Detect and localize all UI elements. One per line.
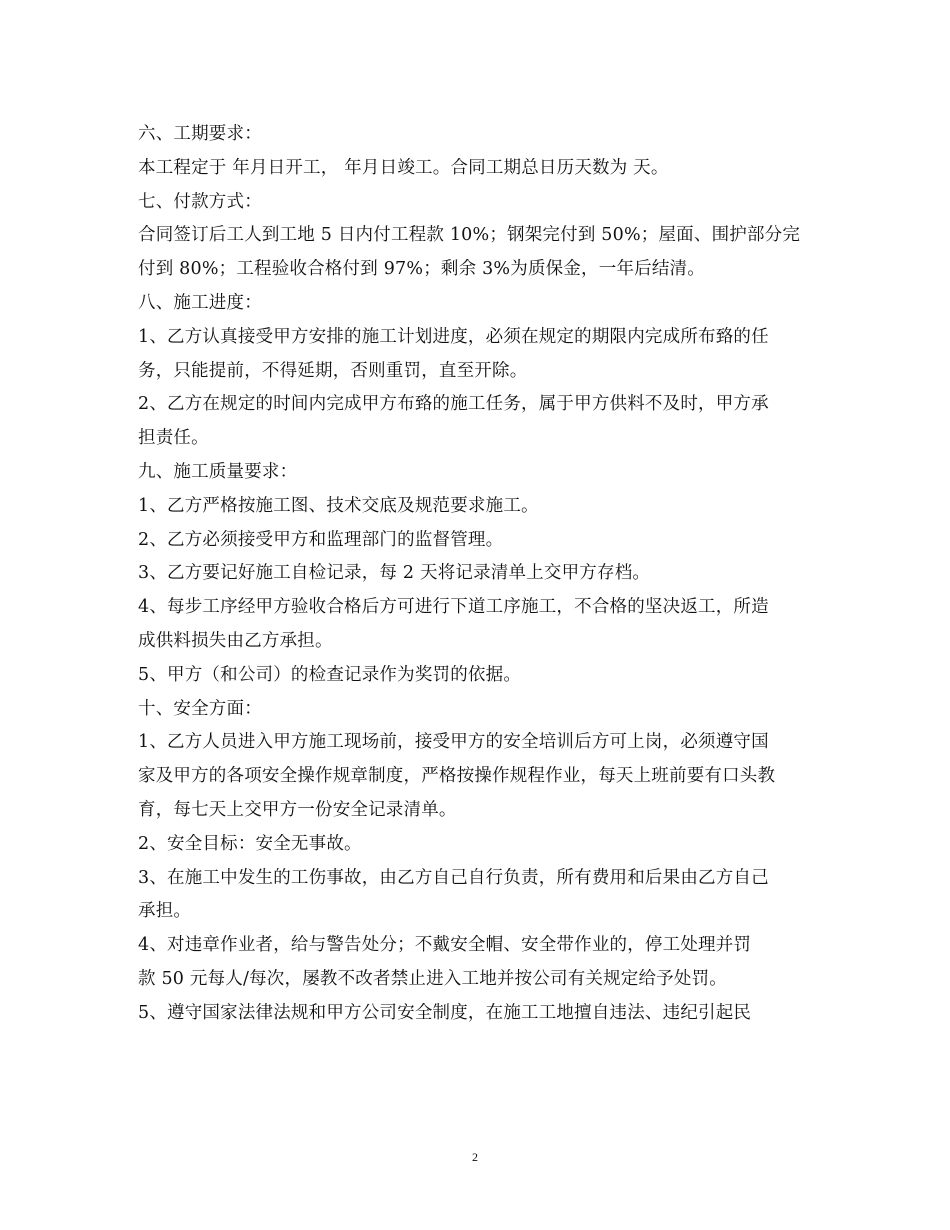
- page-number: 2: [472, 1150, 478, 1164]
- text-line: 七、付款方式：: [138, 191, 262, 212]
- text-line: 2、乙方必须接受甲方和监理部门的监督管理。: [138, 529, 504, 550]
- text-line: 育，每七天上交甲方一份安全记录清单。: [138, 799, 457, 820]
- text-line: 3、在施工中发生的工伤事故，由乙方自己自行负责，所有费用和后果由乙方自己: [138, 867, 769, 888]
- text-line: 4、对违章作业者，给与警告处分；不戴安全帽、安全带作业的，停工处理并罚: [138, 935, 752, 956]
- text-line: 3、乙方要记好施工自检记录，每 2 天将记录清单上交甲方存档。: [138, 563, 651, 584]
- text-line: 担责任。: [138, 428, 209, 449]
- text-line: 八、施工进度：: [138, 292, 262, 313]
- text-line: 款 50 元每人/每次，屡教不改者禁止进入工地并按公司有关规定给予处罚。: [138, 968, 727, 989]
- text-line: 1、乙方认真接受甲方安排的施工计划进度，必须在规定的期限内完成所布臵的任: [138, 326, 769, 347]
- text-line: 十、安全方面：: [138, 698, 262, 719]
- text-line: 1、乙方严格按施工图、技术交底及规范要求施工。: [138, 495, 539, 516]
- text-line: 九、施工质量要求：: [138, 461, 298, 482]
- text-line: 5、甲方（和公司）的检查记录作为奖罚的依据。: [138, 664, 522, 685]
- text-line: 合同签订后工人到工地 5 日内付工程款 10%；钢架完付到 50%；屋面、围护部分完: [138, 225, 801, 246]
- document-body: [138, 118, 813, 1031]
- text-line: 2、安全目标：安全无事故。: [138, 833, 362, 854]
- text-line: 本工程定于 年月日开工， 年月日竣工。合同工期总日历天数为 天。: [138, 157, 669, 178]
- text-line: 六、工期要求：: [138, 124, 262, 144]
- text-line: 5、遵守国家法律法规和甲方公司安全制度，在施工工地擅自违法、违纪引起民: [138, 1002, 752, 1023]
- text-line: 承担。: [138, 901, 192, 922]
- text-line: 务，只能提前，不得延期，否则重罚，直至开除。: [138, 360, 528, 381]
- text-line: 付到 80%；工程验收合格付到 97%；剩余 3%为质保金，一年后结清。: [138, 259, 705, 280]
- text-line: 2、乙方在规定的时间内完成甲方布臵的施工任务，属于甲方供料不及时，甲方承: [138, 394, 769, 415]
- text-line: 家及甲方的各项安全操作规章制度，严格按操作规程作业，每天上班前要有口头教: [138, 766, 776, 787]
- text-line: 4、每步工序经甲方验收合格后方可进行下道工序施工，不合格的坚决返工，所造: [138, 597, 769, 618]
- text-line: 成供料损失由乙方承担。: [138, 630, 333, 651]
- text-line: 1、乙方人员进入甲方施工现场前，接受甲方的安全培训后方可上岗，必须遵守国: [138, 732, 769, 753]
